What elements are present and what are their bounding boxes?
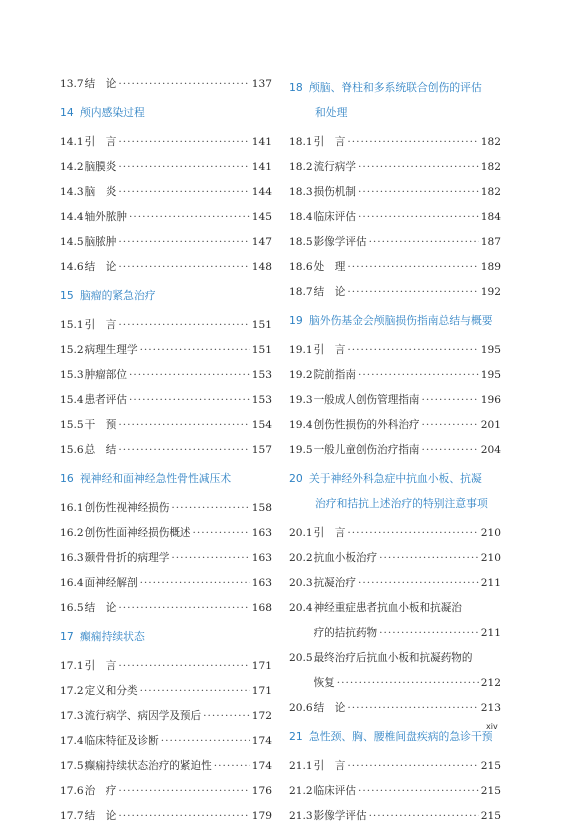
dot-leader xyxy=(118,130,249,155)
section-number: 18.1 xyxy=(289,136,313,148)
chapter-title: 和处理 xyxy=(315,106,348,119)
dot-leader xyxy=(118,804,249,829)
section-number: 17.3 xyxy=(60,710,84,722)
dot-leader xyxy=(347,255,478,280)
page-ref: 137 xyxy=(251,78,272,90)
section-number: 17.7 xyxy=(60,810,84,822)
section-title: 病理生理学 xyxy=(84,344,138,356)
dot-leader xyxy=(118,779,249,804)
dot-leader xyxy=(347,338,478,363)
section-title: 抗血小板治疗 xyxy=(313,552,378,564)
section-number: 18.4 xyxy=(289,211,313,223)
toc-entry[interactable] xyxy=(60,130,272,155)
dot-leader xyxy=(369,804,479,829)
dot-leader xyxy=(347,521,478,546)
chapter-title-line xyxy=(289,724,501,749)
chapter-heading[interactable] xyxy=(60,466,272,491)
page-ref: 174 xyxy=(251,735,272,747)
section-number: 15.1 xyxy=(60,319,84,331)
section-number: 17.5 xyxy=(60,760,84,772)
section-title: 患者评估 xyxy=(84,394,127,406)
dot-leader xyxy=(171,546,249,571)
toc-entry[interactable] xyxy=(60,180,272,205)
toc-entry[interactable] xyxy=(60,438,272,463)
page-ref: 210 xyxy=(480,527,501,539)
section-title: 最终治疗后抗血小板和抗凝药物的 xyxy=(313,652,473,664)
page-ref: 184 xyxy=(480,211,501,223)
toc-entry[interactable] xyxy=(289,363,501,388)
page-ref: 144 xyxy=(251,186,272,198)
toc-entry[interactable] xyxy=(60,205,272,230)
section-title: 影像学评估 xyxy=(313,810,367,822)
section-number: 16.4 xyxy=(60,577,84,589)
toc-entry[interactable] xyxy=(60,571,272,596)
section-number: 14.1 xyxy=(60,136,84,148)
section-number: 20.2 xyxy=(289,552,313,564)
chapter-title: 关于神经外科急症中抗血小板、抗凝 xyxy=(309,472,482,485)
dot-leader xyxy=(118,313,249,338)
section-title: 创伤性面神经损伤概述 xyxy=(84,527,191,539)
page-ref: 211 xyxy=(480,627,501,639)
section-number: 19.5 xyxy=(289,444,313,456)
chapter-number: 18 xyxy=(289,81,303,94)
toc-entry[interactable] xyxy=(289,546,501,571)
chapter-number: 16 xyxy=(60,472,74,485)
toc-entry[interactable] xyxy=(60,654,272,679)
section-number: 18.7 xyxy=(289,286,313,298)
page-ref: 176 xyxy=(251,785,272,797)
toc-entry-continuation[interactable] xyxy=(289,671,501,696)
section-title: 引 言 xyxy=(84,319,117,331)
dot-leader xyxy=(118,413,249,438)
dot-leader xyxy=(379,621,479,646)
toc-entry[interactable] xyxy=(60,546,272,571)
page-ref: 210 xyxy=(480,552,501,564)
dot-leader xyxy=(358,205,479,230)
toc-entry[interactable] xyxy=(60,72,272,97)
page-number: xiv xyxy=(486,722,498,731)
toc-entry[interactable] xyxy=(289,646,501,671)
page-ref: 168 xyxy=(251,602,272,614)
toc-entry[interactable] xyxy=(289,438,501,463)
section-title: 治 疗 xyxy=(84,785,117,797)
dot-leader xyxy=(140,571,250,596)
section-title: 临床评估 xyxy=(313,785,356,797)
chapter-title: 脑瘤的紧急治疗 xyxy=(80,289,156,302)
section-number: 14.3 xyxy=(60,186,84,198)
section-title: 引 言 xyxy=(313,344,346,356)
section-number: 19.4 xyxy=(289,419,313,431)
dot-leader xyxy=(358,571,479,596)
section-title: 面神经解剖 xyxy=(84,577,138,589)
page-ref: 172 xyxy=(251,710,272,722)
chapter-heading[interactable] xyxy=(289,466,501,516)
section-title: 影像学评估 xyxy=(313,236,367,248)
page-ref: 147 xyxy=(251,236,272,248)
dot-leader xyxy=(422,413,479,438)
page-ref: 211 xyxy=(480,577,501,589)
page-ref: 163 xyxy=(251,552,272,564)
toc-entry[interactable] xyxy=(289,155,501,180)
dot-leader xyxy=(118,596,249,621)
chapter-number: 19 xyxy=(289,314,303,327)
dot-leader xyxy=(118,230,249,255)
chapter-heading[interactable] xyxy=(289,75,501,125)
dot-leader xyxy=(129,388,250,413)
section-number: 15.5 xyxy=(60,419,84,431)
chapter-heading[interactable] xyxy=(289,308,501,333)
toc-entry[interactable] xyxy=(289,255,501,280)
page-ref: 171 xyxy=(251,660,272,672)
section-title: 引 言 xyxy=(313,527,346,539)
toc-entry[interactable] xyxy=(289,804,501,829)
dot-leader xyxy=(129,363,250,388)
section-title: 癫痫持续状态治疗的紧迫性 xyxy=(84,760,212,772)
section-number: 18.5 xyxy=(289,236,313,248)
section-title: 损伤机制 xyxy=(313,186,356,198)
toc-entry[interactable] xyxy=(289,205,501,230)
dot-leader xyxy=(171,496,249,521)
page-ref: 215 xyxy=(480,760,501,772)
section-number: 15.6 xyxy=(60,444,84,456)
page-ref: 187 xyxy=(480,236,501,248)
toc-entry[interactable] xyxy=(60,155,272,180)
section-number: 19.1 xyxy=(289,344,313,356)
page-ref: 163 xyxy=(251,527,272,539)
chapter-title-line xyxy=(289,100,501,125)
dot-leader xyxy=(347,280,478,305)
section-title: 结 论 xyxy=(84,261,117,273)
toc-entry[interactable] xyxy=(60,704,272,729)
page-ref: 153 xyxy=(251,394,272,406)
toc-right-column xyxy=(289,72,501,829)
dot-leader xyxy=(214,754,250,779)
toc-entry[interactable] xyxy=(289,779,501,804)
toc-entry[interactable] xyxy=(289,130,501,155)
dot-leader xyxy=(422,388,479,413)
toc-entry[interactable] xyxy=(60,230,272,255)
section-number: 18.2 xyxy=(289,161,313,173)
section-title: 结 论 xyxy=(313,702,346,714)
toc-entry[interactable] xyxy=(289,571,501,596)
page-ref: 201 xyxy=(480,419,501,431)
dot-leader xyxy=(422,438,479,463)
section-number: 13.7 xyxy=(60,78,84,90)
section-title: 结 论 xyxy=(84,810,117,822)
section-number: 21.1 xyxy=(289,760,313,772)
chapter-title-line xyxy=(60,100,272,125)
page-ref: 141 xyxy=(251,136,272,148)
chapter-number: 20 xyxy=(289,472,303,485)
dot-leader xyxy=(129,205,250,230)
toc-entry[interactable] xyxy=(60,754,272,779)
section-title-continued: 疗的拮抗药物 xyxy=(313,627,378,639)
toc-left-column xyxy=(60,72,272,829)
dot-leader xyxy=(118,654,249,679)
chapter-title: 急性颈、胸、腰椎间盘疾病的急诊干预 xyxy=(309,730,493,743)
section-number: 20.3 xyxy=(289,577,313,589)
toc-entry[interactable] xyxy=(60,255,272,280)
section-title: 颞骨骨折的病理学 xyxy=(84,552,170,564)
section-title: 处 理 xyxy=(313,261,346,273)
section-title: 一般成人创伤管理指南 xyxy=(313,394,420,406)
chapter-title-line xyxy=(289,308,501,333)
section-title: 轴外脓肿 xyxy=(84,211,127,223)
section-title: 结 论 xyxy=(84,602,117,614)
section-number: 20.6 xyxy=(289,702,313,714)
section-title: 院前指南 xyxy=(313,369,356,381)
section-title: 肿瘤部位 xyxy=(84,369,127,381)
dot-leader xyxy=(118,438,249,463)
chapter-heading[interactable] xyxy=(289,724,501,749)
section-title: 定义和分类 xyxy=(84,685,138,697)
page-ref: 182 xyxy=(480,186,501,198)
dot-leader xyxy=(347,696,478,721)
toc-entry[interactable] xyxy=(60,521,272,546)
dot-leader xyxy=(337,671,479,696)
section-number: 19.2 xyxy=(289,369,313,381)
toc-entry[interactable] xyxy=(60,363,272,388)
toc-entry[interactable] xyxy=(60,779,272,804)
section-title-continued: 恢复 xyxy=(313,677,335,689)
page-ref: 171 xyxy=(251,685,272,697)
section-title: 抗凝治疗 xyxy=(313,577,356,589)
page-ref: 148 xyxy=(251,261,272,273)
dot-leader xyxy=(203,704,250,729)
chapter-title-line xyxy=(289,466,501,491)
section-number: 19.3 xyxy=(289,394,313,406)
toc-entry[interactable] xyxy=(60,388,272,413)
page-ref: 157 xyxy=(251,444,272,456)
chapter-number: 21 xyxy=(289,730,303,743)
toc-entry[interactable] xyxy=(289,280,501,305)
dot-leader xyxy=(140,679,250,704)
chapter-heading[interactable] xyxy=(60,100,272,125)
chapter-heading[interactable] xyxy=(60,283,272,308)
page-ref: 141 xyxy=(251,161,272,173)
chapter-number: 14 xyxy=(60,106,74,119)
dot-leader xyxy=(118,72,249,97)
chapter-title: 治疗和拮抗上述治疗的特别注意事项 xyxy=(315,497,488,510)
toc-entry[interactable] xyxy=(60,413,272,438)
page-ref: 212 xyxy=(480,677,501,689)
section-title: 流行病学、病因学及预后 xyxy=(84,710,202,722)
toc-entry[interactable] xyxy=(60,313,272,338)
page-ref: 154 xyxy=(251,419,272,431)
section-number: 20.4 xyxy=(289,602,313,614)
section-number: 14.4 xyxy=(60,211,84,223)
dot-leader xyxy=(161,729,250,754)
dot-leader xyxy=(358,180,479,205)
section-number: 16.1 xyxy=(60,502,84,514)
dot-leader xyxy=(379,546,479,571)
section-title: 干 预 xyxy=(84,419,117,431)
dot-leader xyxy=(193,521,250,546)
chapter-title: 癫痫持续状态 xyxy=(80,630,145,643)
page-ref: 163 xyxy=(251,577,272,589)
dot-leader xyxy=(358,363,479,388)
dot-leader xyxy=(347,130,478,155)
dot-leader xyxy=(358,155,479,180)
dot-leader xyxy=(369,230,479,255)
section-title: 神经重症患者抗血小板和抗凝治 xyxy=(313,602,462,614)
section-title: 总 结 xyxy=(84,444,117,456)
section-number: 15.4 xyxy=(60,394,84,406)
toc-entry[interactable] xyxy=(60,338,272,363)
section-number: 21.2 xyxy=(289,785,313,797)
page-ref: 213 xyxy=(480,702,501,714)
toc-entry[interactable] xyxy=(60,679,272,704)
section-number: 18.3 xyxy=(289,186,313,198)
toc-entry[interactable] xyxy=(289,596,501,621)
section-title: 临床特征及诊断 xyxy=(84,735,159,747)
section-title: 结 论 xyxy=(84,78,117,90)
toc-entry-continuation[interactable] xyxy=(289,621,501,646)
dot-leader xyxy=(347,754,478,779)
chapter-number: 15 xyxy=(60,289,74,302)
page-ref: 145 xyxy=(251,211,272,223)
page-ref: 215 xyxy=(480,785,501,797)
section-title: 脑脓肿 xyxy=(84,236,117,248)
section-number: 18.6 xyxy=(289,261,313,273)
section-number: 16.5 xyxy=(60,602,84,614)
toc-entry[interactable] xyxy=(60,729,272,754)
chapter-title: 颅脑、脊柱和多系统联合创伤的评估 xyxy=(309,81,482,94)
section-number: 15.3 xyxy=(60,369,84,381)
section-title: 引 言 xyxy=(84,136,117,148)
section-title: 创伤性视神经损伤 xyxy=(84,502,170,514)
page-ref: 204 xyxy=(480,444,501,456)
section-title: 引 言 xyxy=(313,760,346,772)
chapter-title: 颅内感染过程 xyxy=(80,106,145,119)
page-ref: 158 xyxy=(251,502,272,514)
section-title: 一般儿童创伤治疗指南 xyxy=(313,444,420,456)
page-ref: 195 xyxy=(480,369,501,381)
page-ref: 196 xyxy=(480,394,501,406)
section-number: 15.2 xyxy=(60,344,84,356)
toc-entry[interactable] xyxy=(289,180,501,205)
section-title: 脑 炎 xyxy=(84,186,117,198)
page-ref: 174 xyxy=(251,760,272,772)
page-ref: 153 xyxy=(251,369,272,381)
section-number: 16.2 xyxy=(60,527,84,539)
chapter-title-line xyxy=(289,75,501,100)
dot-leader xyxy=(118,155,249,180)
toc-entry[interactable] xyxy=(289,388,501,413)
section-title: 临床评估 xyxy=(313,211,356,223)
section-number: 17.6 xyxy=(60,785,84,797)
chapter-title-line xyxy=(60,283,272,308)
section-number: 20.1 xyxy=(289,527,313,539)
section-number: 20.5 xyxy=(289,652,313,664)
section-number: 16.3 xyxy=(60,552,84,564)
page-ref: 182 xyxy=(480,161,501,173)
dot-leader xyxy=(118,255,249,280)
dot-leader xyxy=(140,338,250,363)
chapter-title: 脑外伤基金会颅脑损伤指南总结与概要 xyxy=(309,314,493,327)
chapter-title: 视神经和面神经急性骨性减压术 xyxy=(80,472,232,485)
section-title: 引 言 xyxy=(313,136,346,148)
page-ref: 151 xyxy=(251,344,272,356)
page-ref: 179 xyxy=(251,810,272,822)
section-title: 脑膜炎 xyxy=(84,161,117,173)
toc-entry[interactable] xyxy=(60,596,272,621)
toc-entry[interactable] xyxy=(289,230,501,255)
section-title: 流行病学 xyxy=(313,161,356,173)
toc-entry[interactable] xyxy=(60,804,272,829)
toc-entry[interactable] xyxy=(289,754,501,779)
section-title: 结 论 xyxy=(313,286,346,298)
section-number: 17.1 xyxy=(60,660,84,672)
dot-leader xyxy=(358,779,479,804)
chapter-title-line xyxy=(289,491,501,516)
chapter-title-line xyxy=(60,466,272,491)
section-title: 引 言 xyxy=(84,660,117,672)
chapter-heading[interactable] xyxy=(60,624,272,649)
page-ref: 192 xyxy=(480,286,501,298)
chapter-title-line xyxy=(60,624,272,649)
toc-entry[interactable] xyxy=(289,696,501,721)
section-number: 14.6 xyxy=(60,261,84,273)
toc-entry[interactable] xyxy=(289,338,501,363)
chapter-number: 17 xyxy=(60,630,74,643)
section-number: 21.3 xyxy=(289,810,313,822)
section-number: 14.5 xyxy=(60,236,84,248)
toc-entry[interactable] xyxy=(60,496,272,521)
dot-leader xyxy=(118,180,249,205)
page-ref: 182 xyxy=(480,136,501,148)
page-ref: 151 xyxy=(251,319,272,331)
page-ref: 195 xyxy=(480,344,501,356)
section-number: 14.2 xyxy=(60,161,84,173)
toc-entry[interactable] xyxy=(289,521,501,546)
section-title: 创伤性损伤的外科治疗 xyxy=(313,419,420,431)
page-ref: 189 xyxy=(480,261,501,273)
section-number: 17.4 xyxy=(60,735,84,747)
toc-entry[interactable] xyxy=(289,413,501,438)
section-number: 17.2 xyxy=(60,685,84,697)
page-ref: 215 xyxy=(480,810,501,822)
